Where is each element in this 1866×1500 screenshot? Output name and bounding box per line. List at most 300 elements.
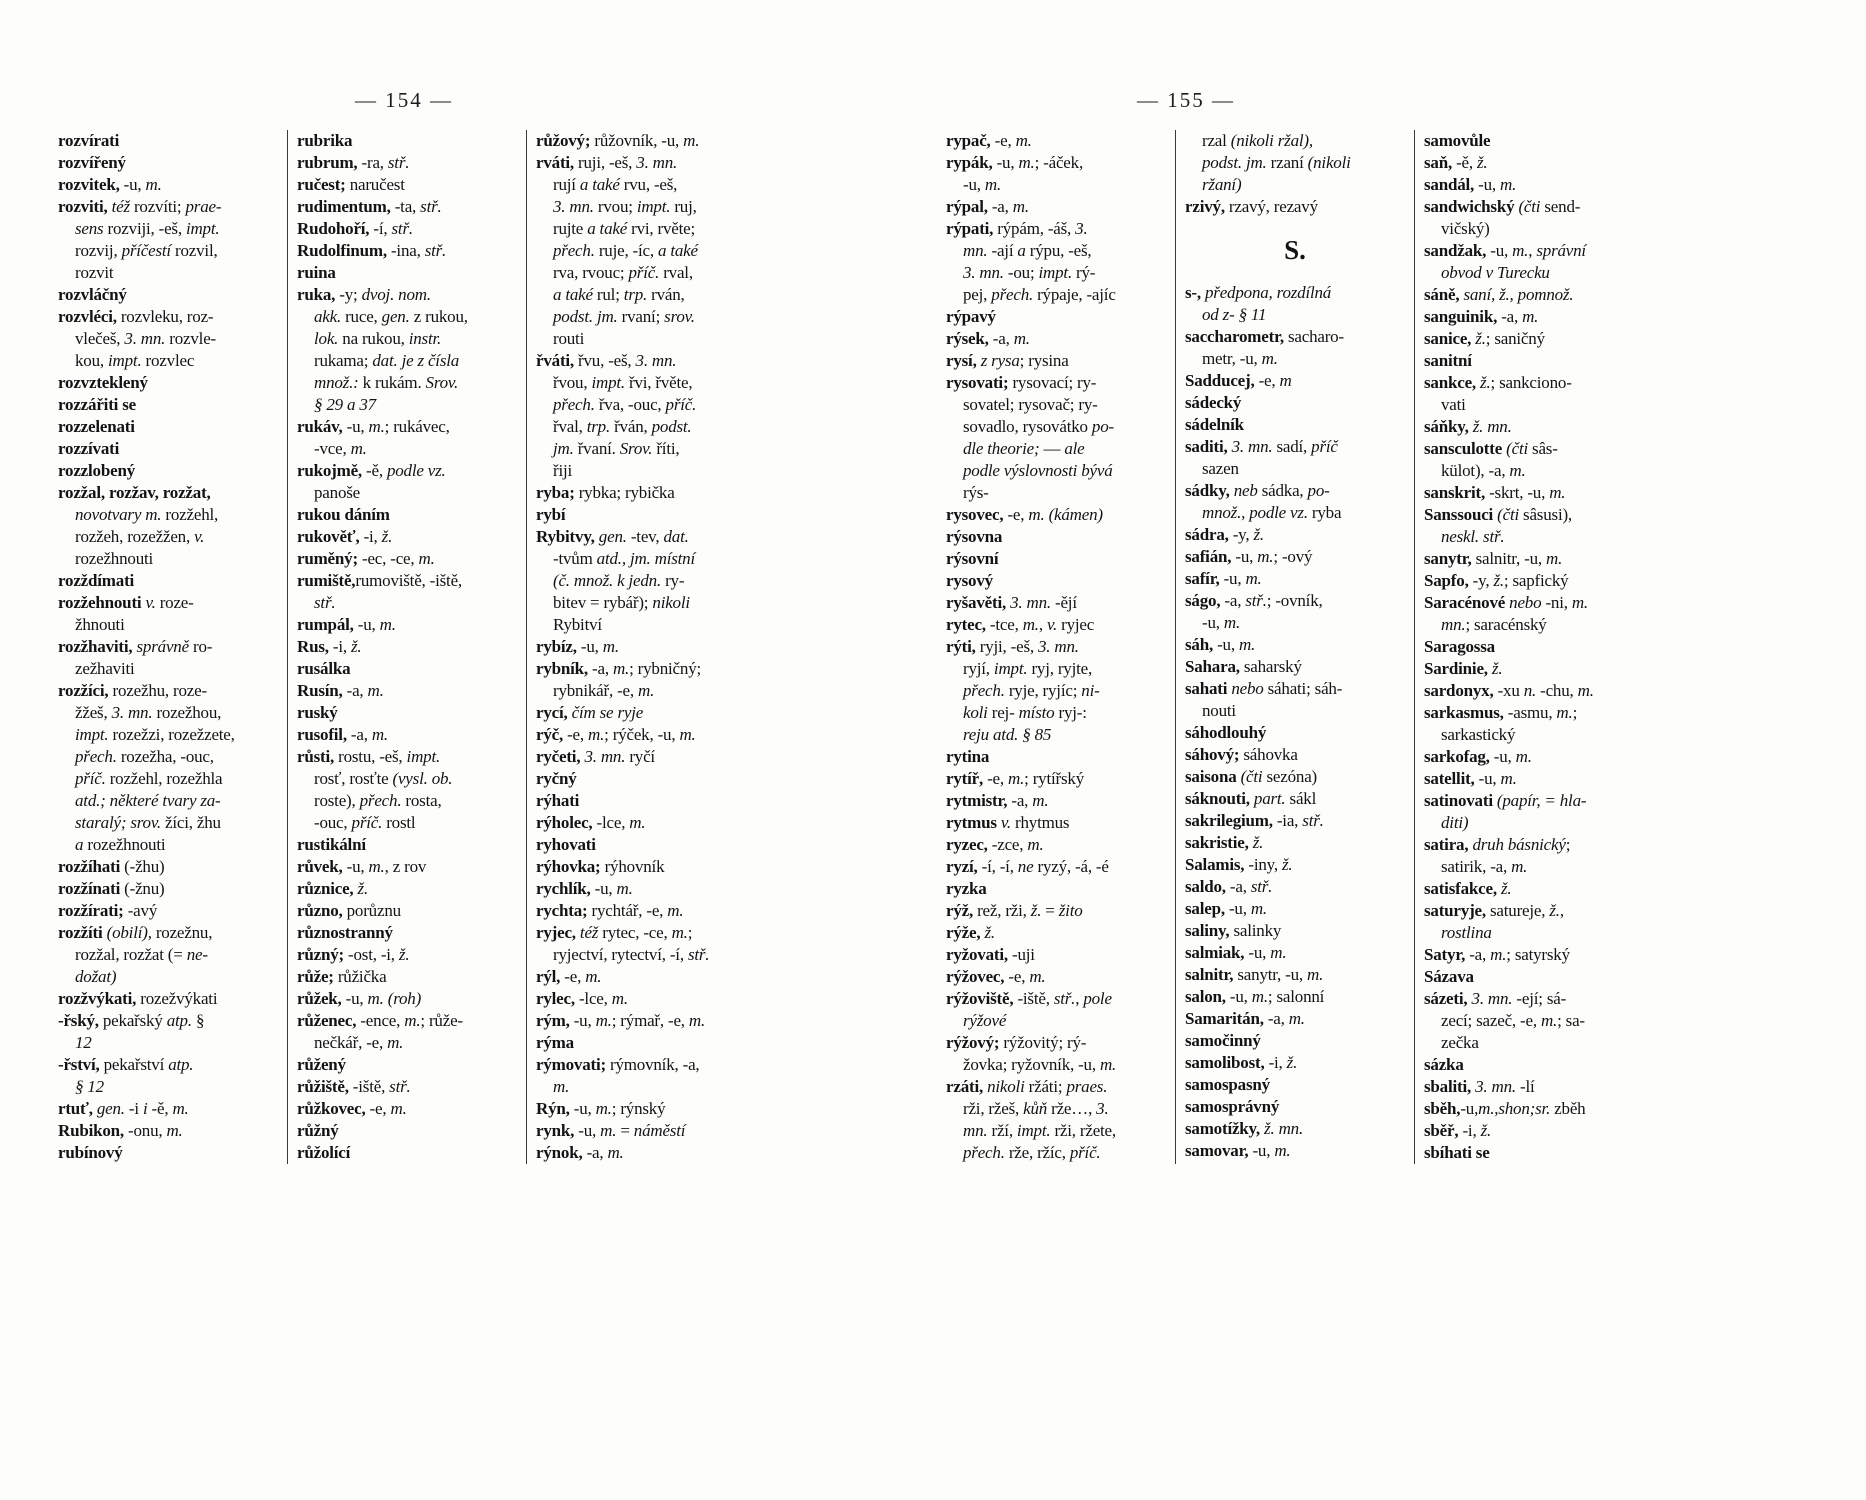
dictionary-entry-line [946, 834, 1166, 856]
dictionary-entry-line [58, 130, 278, 152]
entry-text: -ence, [356, 1011, 405, 1030]
grammar-label: m. [371, 725, 388, 744]
grammar-label: nebo [1231, 679, 1264, 698]
dictionary-entry-line [536, 922, 756, 944]
headword-text: sanitní [1424, 351, 1472, 370]
headword-text: rozzelenati [58, 417, 135, 436]
grammar-label: ž. [350, 637, 362, 656]
entry-text: sáhati; sáh- [1263, 679, 1343, 698]
dictionary-entry-line [1424, 306, 1644, 328]
headword-text: rozždímati [58, 571, 135, 590]
entry-text: ; rýnský [611, 1099, 666, 1118]
dictionary-entry-line [1185, 1052, 1405, 1074]
headword-text: rýholec, [536, 813, 593, 832]
dictionary-entry-line [1185, 986, 1405, 1008]
dictionary-entry-line [58, 1076, 278, 1098]
grammar-label: druh básnický [1472, 835, 1566, 854]
headword-text: rypák, [946, 153, 993, 172]
headword-text: rozvírati [58, 131, 120, 150]
grammar-label: 3. [1096, 1099, 1109, 1118]
headword-text: samočinný [1185, 1031, 1261, 1050]
dictionary-entry-line [536, 636, 756, 658]
headword-text: sandžak, [1424, 241, 1487, 260]
grammar-label: impt. [1038, 263, 1072, 282]
dictionary-entry-line [1185, 502, 1405, 524]
dictionary-entry-line [1424, 526, 1644, 548]
grammar-label: dat. je z čísla [372, 351, 460, 370]
entry-text: -y, [1228, 525, 1254, 544]
grammar-label: m. [1546, 549, 1563, 568]
grammar-label: 3. mn. [1471, 989, 1513, 1008]
entry-text: řvu, -eš, [573, 351, 636, 370]
entry-text: ruji, -eš, [573, 153, 637, 172]
entry-text: rýžovitý; rý- [999, 1033, 1087, 1052]
headword-text: rýžoviště, [946, 989, 1014, 1008]
dictionary-entry-line [1424, 878, 1644, 900]
entry-text: vičský) [1441, 219, 1490, 238]
dictionary-entry-line [536, 328, 756, 350]
grammar-label: (papír, = hla- [1496, 791, 1587, 810]
dictionary-entry-line [1424, 702, 1644, 724]
dictionary-entry-line [1424, 746, 1644, 768]
grammar-label: m. [638, 681, 655, 700]
dictionary-entry-line [297, 394, 517, 416]
headword-text: rýpal, [946, 197, 988, 216]
grammar-label: 3. mn. [1231, 437, 1273, 456]
headword-text: rýžový; [946, 1033, 1000, 1052]
headword-text: samovůle [1424, 131, 1491, 150]
dictionary-entry-line [946, 196, 1166, 218]
dictionary-entry-line [1185, 722, 1405, 744]
grammar-label: po- [1091, 417, 1114, 436]
headword-text: sáhový; [1185, 745, 1240, 764]
entry-text: rysovací; ry- [1008, 373, 1097, 392]
grammar-label: podst. jm. [553, 307, 618, 326]
grammar-label: § 29 a 37 [314, 395, 376, 414]
dictionary-entry-line [536, 350, 756, 372]
dictionary-entry-line [1424, 1032, 1644, 1054]
headword-text: ryšavěti, [946, 593, 1007, 612]
dictionary-entry-line [58, 1142, 278, 1164]
dictionary-entry-line [536, 1076, 756, 1098]
dictionary-entry-line [536, 900, 756, 922]
entry-text: zběh [1550, 1099, 1586, 1118]
grammar-label: n. [1523, 681, 1537, 700]
dictionary-entry-line [946, 724, 1166, 746]
entry-text: rží, [987, 1121, 1017, 1140]
entry-text: ; -ovník, [1266, 591, 1323, 610]
entry-text: ; rytířský [1024, 769, 1084, 788]
headword-text: Sázava [1424, 967, 1474, 986]
dictionary-entry-line [536, 570, 756, 592]
entry-text: rozvleku, roz- [116, 307, 214, 326]
dictionary-entry-line [1424, 944, 1644, 966]
grammar-label: atd., jm. místní [596, 549, 696, 568]
grammar-label: též [579, 923, 599, 942]
grammar-label: koli [963, 703, 988, 722]
headword-text: ryjec, [536, 923, 576, 942]
dictionary-entry-line [297, 768, 517, 790]
dictionary-entry-line [536, 768, 756, 790]
dictionary-entry-line [1424, 284, 1644, 306]
entry-text: ržáti; [1024, 1077, 1067, 1096]
entry-text: rosť, rosťte [314, 769, 393, 788]
dictionary-entry-line [1424, 416, 1644, 438]
dictionary-column [1175, 130, 1405, 1164]
entry-text: rýpám, -áš, [993, 219, 1076, 238]
dictionary-entry-line [1185, 766, 1405, 788]
headword-text: rysovati; [946, 373, 1009, 392]
entry-text: -u, [590, 879, 617, 898]
dictionary-entry-line [1185, 568, 1405, 590]
dictionary-entry-line [58, 966, 278, 988]
grammar-label: m. [1490, 945, 1507, 964]
entry-text: rvi, rvěte; [627, 219, 696, 238]
headword-text: sandwichský [1424, 197, 1515, 216]
dictionary-entry-line [946, 1054, 1166, 1076]
dictionary-entry-line [946, 966, 1166, 988]
entry-text: žžeš, [75, 703, 112, 722]
dictionary-entry-line [536, 834, 756, 856]
grammar-label: ž. [1477, 153, 1488, 172]
headword-text: rým, [536, 1011, 570, 1030]
headword-text: Sadducej, [1185, 371, 1255, 390]
grammar-label: (čti [1518, 197, 1541, 216]
dictionary-entry-line [58, 746, 278, 768]
entry-text: řva, -ouc, [594, 395, 666, 414]
entry-text: = [616, 1121, 634, 1140]
grammar-label: a také [579, 175, 620, 194]
entry-text: -u, [1474, 175, 1501, 194]
grammar-label: (č. množ. k jedn. [553, 571, 662, 590]
dictionary-entry-line [536, 614, 756, 636]
headword-text: salmiak, [1185, 943, 1245, 962]
grammar-label: (čti [1240, 767, 1263, 786]
dictionary-entry-line [1185, 370, 1405, 392]
dictionary-entry-line [297, 350, 517, 372]
entry-text: rozvíti; [133, 197, 186, 216]
dictionary-entry-line [946, 1076, 1166, 1098]
entry-text: — [1039, 439, 1065, 458]
dictionary-entry-line [1185, 920, 1405, 942]
entry-text: -a, [587, 659, 613, 678]
dictionary-entry-line [297, 812, 517, 834]
entry-text: z rukou, [409, 307, 468, 326]
grammar-label: m. [553, 1077, 570, 1096]
dictionary-entry-line [536, 482, 756, 504]
grammar-label: 3. mn. [963, 263, 1004, 282]
grammar-label: jm. [553, 439, 574, 458]
entry-text: rujte [553, 219, 588, 238]
entry-text: sâs- [1528, 439, 1558, 458]
dictionary-entry-line [58, 768, 278, 790]
grammar-label: ržaní) [1202, 175, 1242, 194]
grammar-label: m. [1270, 943, 1287, 962]
entry-text: -ni, [1541, 593, 1572, 612]
headword-text: ryzí, [946, 857, 978, 876]
grammar-label: též [107, 197, 134, 216]
entry-text: ruce, [341, 307, 382, 326]
entry-text: routi [553, 329, 585, 348]
dictionary-entry-line [297, 1098, 517, 1120]
grammar-label: reju atd. § 85 [963, 725, 1052, 744]
headword-text: různý; [297, 945, 344, 964]
headword-text: -řství, [58, 1055, 100, 1074]
grammar-label: ž. [357, 879, 368, 898]
dictionary-entry-line [1185, 282, 1405, 304]
grammar-label: impt. [636, 197, 671, 216]
grammar-label: příč. [1069, 1143, 1101, 1162]
grammar-label: (vysl. ob. [392, 769, 453, 788]
dictionary-entry-line [946, 372, 1166, 394]
grammar-label: m. [1511, 857, 1528, 876]
entry-text: rozežzi, rozežzete, [108, 725, 235, 744]
grammar-label: m. [585, 967, 602, 986]
entry-text: řvi, řvěte, [624, 373, 693, 392]
dictionary-entry-line [946, 394, 1166, 416]
headword-text: sansculotte [1424, 439, 1503, 458]
headword-text: rybíz, [536, 637, 577, 656]
headword-text: rýže, [946, 923, 981, 942]
entry-text: sádka, [1257, 481, 1308, 500]
grammar-label: impt. [75, 725, 109, 744]
entry-text: ryj-: [1054, 703, 1087, 722]
dictionary-entry-line [536, 812, 756, 834]
dictionary-entry-line [1424, 130, 1644, 152]
grammar-label: po- [1307, 481, 1330, 500]
entry-text: růžovník, -u, [590, 131, 684, 150]
headword-text: rusofil, [297, 725, 347, 744]
headword-text: rytec, [946, 615, 986, 634]
dictionary-entry-line [1424, 570, 1644, 592]
dictionary-entry-line [58, 834, 278, 856]
dictionary-entry-line [1185, 964, 1405, 986]
entry-text: žovka; ryžovník, -u, [963, 1055, 1100, 1074]
grammar-label: obvod v Turecku [1441, 263, 1550, 282]
grammar-label: stř. [687, 945, 710, 964]
dictionary-entry-line [58, 592, 278, 614]
grammar-label: shon;sr. [1498, 1099, 1551, 1118]
dictionary-entry-line [1185, 590, 1405, 612]
grammar-label: ž. mn. [1472, 417, 1512, 436]
entry-text: saharský [1239, 657, 1302, 676]
grammar-label: předpona, rozdílná [1205, 283, 1332, 302]
dictionary-entry-line [58, 1098, 278, 1120]
entry-text: řvou, [553, 373, 592, 392]
headword-text: sanice, [1424, 329, 1472, 348]
entry-text: Rybitví [553, 615, 602, 634]
dictionary-entry-line [536, 790, 756, 812]
dictionary-entry-line [946, 922, 1166, 944]
dictionary-entry-line [58, 944, 278, 966]
entry-text: salnitr, -u, [1471, 549, 1547, 568]
entry-text: ; [687, 923, 693, 942]
entry-text: ryba [1307, 503, 1342, 522]
dictionary-entry-line [1185, 196, 1405, 218]
dictionary-entry-line [58, 460, 278, 482]
entry-text: -u, [342, 857, 369, 876]
headword-text: rozvzteklený [58, 373, 148, 392]
dictionary-entry-line [58, 1120, 278, 1142]
entry-text: z rov [392, 857, 427, 876]
grammar-label: akk. [314, 307, 342, 326]
headword-text: ryzka [946, 879, 987, 898]
dictionary-entry-line [1424, 1054, 1644, 1076]
entry-text: ; satyrský [1506, 945, 1570, 964]
headword-text: Rusín, [297, 681, 343, 700]
dictionary-entry-line [946, 350, 1166, 372]
grammar-label: m. [984, 175, 1002, 194]
grammar-label: m. [1307, 965, 1324, 984]
headword-text: sádelník [1185, 415, 1244, 434]
entry-text: rýpaje, -ajíc [1033, 285, 1116, 304]
dictionary-entry-line [536, 1142, 756, 1164]
grammar-label: ž. [1549, 901, 1560, 920]
grammar-label: m. [404, 1011, 421, 1030]
dictionary-entry-line [297, 658, 517, 680]
headword-text: rybník, [536, 659, 588, 678]
entry-text: rhytmus [1010, 813, 1070, 832]
dictionary-entry-line [1185, 1074, 1405, 1096]
dictionary-entry-line [1424, 1010, 1644, 1032]
headword-text: Rubikon, [58, 1121, 124, 1140]
dictionary-entry-line [946, 482, 1166, 504]
entry-text: vlečeš, [75, 329, 125, 348]
entry-text: -ina, [386, 241, 425, 260]
headword-text: rysovec, [946, 505, 1004, 524]
entry-text: sazen [1202, 459, 1239, 478]
grammar-label: § 12 [75, 1077, 104, 1096]
headword-text: růžný [297, 1121, 339, 1140]
grammar-label: příč. [665, 395, 697, 414]
dictionary-entry-line [297, 1076, 517, 1098]
headword-text: samospasný [1185, 1075, 1270, 1094]
entry-text: -a, [1263, 1009, 1289, 1028]
headword-text: sarkofag, [1424, 747, 1490, 766]
dictionary-entry-line [536, 746, 756, 768]
grammar-label: ž. [1480, 1121, 1492, 1140]
entry-text: -y, [1468, 571, 1494, 590]
grammar-label: m. [1556, 703, 1573, 722]
dictionary-entry-line [1424, 1142, 1644, 1164]
grammar-label: stř. [391, 219, 413, 238]
entry-text: -iště, [1013, 989, 1054, 1008]
headword-text: sáh, [1185, 635, 1214, 654]
headword-text: řváti, [536, 351, 574, 370]
grammar-label: ž. [1281, 855, 1293, 874]
dictionary-entry-line [58, 526, 278, 548]
headword-text: rozzívati [58, 439, 120, 458]
grammar-label: v. [145, 593, 156, 612]
dictionary-entry-line [297, 262, 517, 284]
dictionary-entry-line [58, 548, 278, 570]
dictionary-entry-line [536, 592, 756, 614]
grammar-label: 3. mn. [1475, 1077, 1516, 1096]
grammar-label: příč [1311, 437, 1338, 456]
entry-text: -i [124, 1099, 143, 1118]
headword-text: rozžhaviti, [58, 637, 133, 656]
dictionary-entry-line [58, 570, 278, 592]
dictionary-entry-line [1424, 548, 1644, 570]
entry-text: send- [1540, 197, 1581, 216]
dictionary-entry-line [1424, 328, 1644, 350]
entry-text: rozežha, -ouc, [116, 747, 214, 766]
entry-text: § [191, 1011, 205, 1030]
headword-text: ságo, [1185, 591, 1221, 610]
headword-text: rýč, [536, 725, 564, 744]
grammar-label: m. [602, 637, 619, 656]
dictionary-entry-line [946, 812, 1166, 834]
grammar-label: novotvary m. [75, 505, 162, 524]
entry-text: kou, [75, 351, 109, 370]
entry-text: říti, [652, 439, 680, 458]
entry-text: -tev, [626, 527, 664, 546]
grammar-label: praes. [1066, 1077, 1108, 1096]
headword-text: saň, [1424, 153, 1453, 172]
grammar-label: m. [1288, 1009, 1305, 1028]
dictionary-entry-line [536, 724, 756, 746]
grammar-label: m. [595, 1011, 612, 1030]
grammar-label: pole [1083, 989, 1112, 1008]
entry-text: -i, [359, 527, 382, 546]
dictionary-entry-line [58, 174, 278, 196]
entry-text: -e, [560, 967, 586, 986]
headword-text: Sanssouci [1424, 505, 1494, 524]
dictionary-entry-line [536, 548, 756, 570]
entry-text: ryjí, [963, 659, 994, 678]
dictionary-entry-line [946, 900, 1166, 922]
entry-text: -a, [1497, 307, 1523, 326]
dictionary-entry-line [1424, 218, 1644, 240]
dictionary-entry-line [1424, 614, 1644, 636]
grammar-label: místo [1018, 703, 1055, 722]
dictionary-entry-line [297, 284, 517, 306]
grammar-label: kůň [1023, 1099, 1048, 1118]
dictionary-entry-line [297, 1054, 517, 1076]
entry-text: metr, -u, [1202, 349, 1262, 368]
dictionary-entry-line [1424, 1098, 1644, 1120]
dictionary-entry-line [1424, 152, 1644, 174]
headword-text: růžový; [536, 131, 591, 150]
entry-text: ryzý, -á, -é [1033, 857, 1109, 876]
dictionary-entry-line [946, 702, 1166, 724]
dictionary-entry-line [297, 988, 517, 1010]
grammar-label: m. [1250, 899, 1267, 918]
entry-text: rozežhnouti [75, 549, 154, 568]
dictionary-entry-line [536, 130, 756, 152]
headword-text: rýhati [536, 791, 580, 810]
grammar-label: m. [1022, 615, 1039, 634]
headword-text: různice, [297, 879, 354, 898]
grammar-label: ž. [984, 923, 995, 942]
headword-text: sběh, [1424, 1099, 1461, 1118]
dictionary-entry-line [946, 218, 1166, 240]
entry-text: -u, [569, 1011, 596, 1030]
entry-text: ; rýmař, -e, [611, 1011, 689, 1030]
headword-text: rynk, [536, 1121, 575, 1140]
grammar-label: diti) [1441, 813, 1469, 832]
grammar-label: m. [600, 1121, 617, 1140]
entry-text: panoše [314, 483, 361, 502]
grammar-label: atp. [166, 1011, 192, 1030]
grammar-label: ne [1017, 857, 1034, 876]
dictionary-entry-line [1185, 634, 1405, 656]
headword-text: sardonyx, [1424, 681, 1494, 700]
dictionary-entry-line [297, 504, 517, 526]
dictionary-entry-line [1424, 372, 1644, 394]
dictionary-entry-line [1424, 988, 1644, 1010]
grammar-label: ne- [186, 945, 208, 964]
